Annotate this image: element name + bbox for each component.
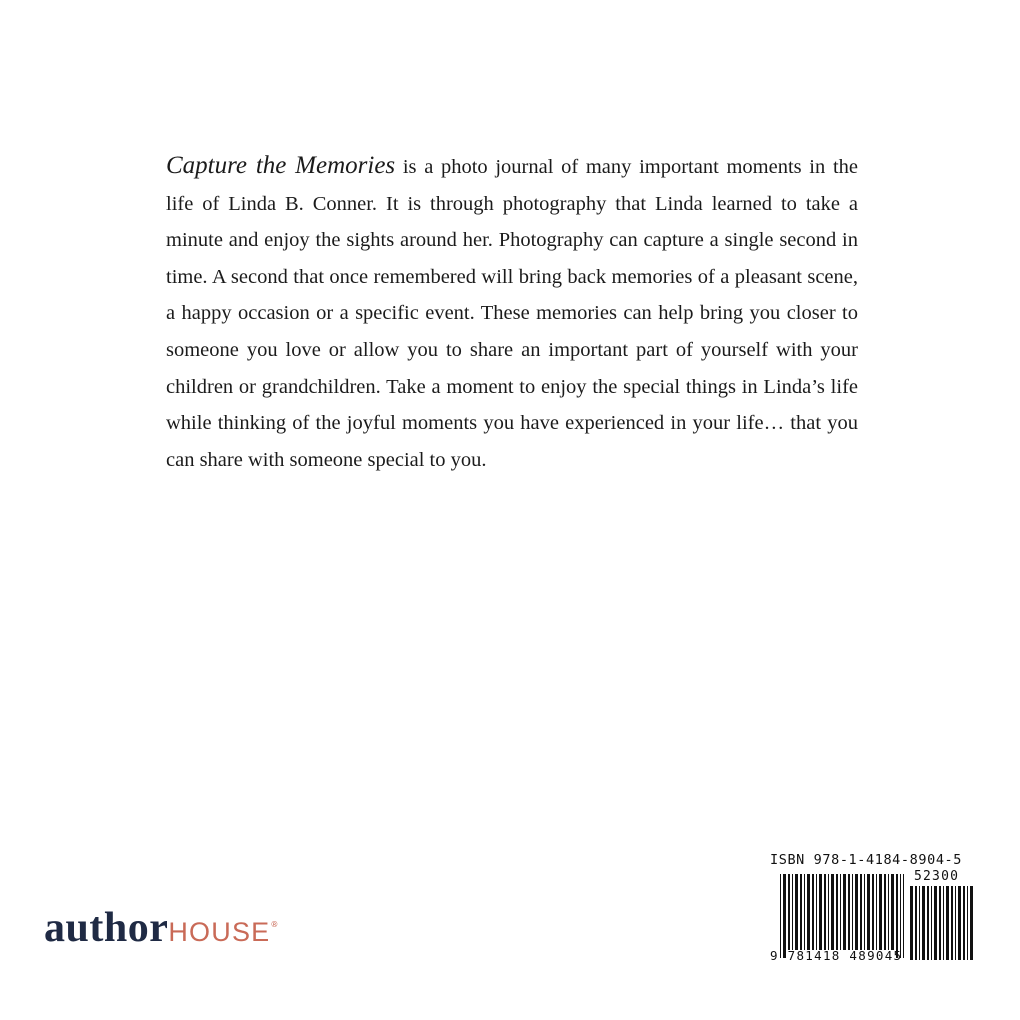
- barcode-addon-bars: [910, 886, 973, 960]
- publisher-logo: [44, 904, 278, 960]
- registered-mark: ®: [270, 920, 279, 929]
- logo-house-text: HOUSE: [168, 917, 271, 947]
- book-description: [166, 148, 858, 478]
- logo-author-text: author: [44, 905, 169, 951]
- isbn-label: ISBN 978-1-4184-8904-5: [770, 852, 963, 868]
- isbn-barcode: [760, 852, 982, 970]
- description-text: is a photo journal of many important moments in the life of Linda B. Conner. It is through photography that Linda learned to take a minute and enjoy the sights around her. Photography can capture a single second in time. A second that once remembered will bring back memories of a pleasant scene, a happy occasion or a specific event. These memories can help bring you closer to someone you love or allow you to share an important part of yourself with your children or grandchildren. Take a moment to enjoy the special things in Linda’s life while thinking of the joyful moments you have experienced in your life… that you can share with someone special to you.: [166, 156, 858, 471]
- book-title: Capture the Memories: [166, 152, 396, 179]
- price-code: 52300: [914, 869, 960, 884]
- barcode-digits: 9 781418 489045: [770, 948, 903, 963]
- barcode-main-bars: [780, 874, 904, 958]
